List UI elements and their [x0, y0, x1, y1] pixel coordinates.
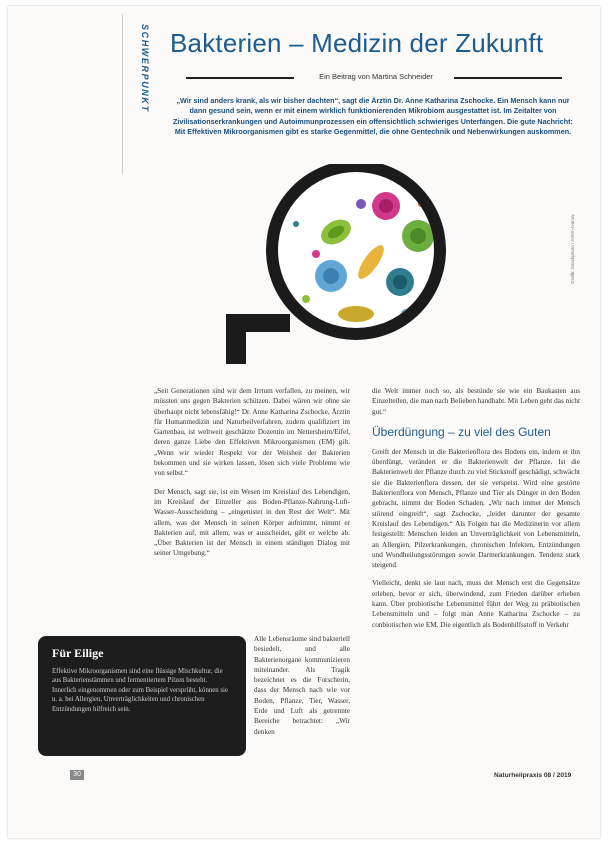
- magnifier-handle-bend: [226, 314, 290, 332]
- page-number: 30: [70, 770, 84, 780]
- article-column-1: [154, 386, 350, 567]
- subheading: Überdüngung – zu viel des Guten: [372, 424, 551, 439]
- summary-box-title: Für Eilige: [52, 646, 104, 660]
- section-label: SCHWERPUNKT: [140, 24, 150, 113]
- magazine-page: [8, 6, 600, 838]
- col2-paragraph-2: Vielleicht, denkt sie laut nach, muss der Mensch erst die Gegensätze erleben, bevor er sich, überwindend, zum Frieden darüber erheben kann. Über probiotische Lebensmittel führt der Weg zu präbiotischen Lebensmitteln und – folgt man Anne Katharina Zschocke – zu conbiotischen wie EM. Die eigentlich als Bodenhilfsstoff in Verkehr: [372, 579, 580, 629]
- spore-teal: [293, 221, 299, 227]
- spore-purple: [356, 199, 366, 209]
- summary-box: [38, 636, 246, 756]
- spore-green: [302, 295, 310, 303]
- summary-box-text: Effektive Mikroorganismen sind eine flüssige Mischkultur, die aus Bakterienstämmen und fermentiertem Pilzen besteht. Innerlich eingenommen oder zum Beispiel versprüht, können sie u. a. bei Allergien, Unverträglichkeiten und chronischen Entzündungen hilfreich sein.: [52, 668, 228, 713]
- margin-rule: [122, 14, 123, 174]
- byline: Ein Beitrag von Martina Schneider: [319, 72, 433, 81]
- image-credit: Grafik: iStockphoto / Artem-Ivanov: [570, 214, 575, 284]
- col1-paragraph-2: Der Mensch, sagt sie, ist ein Wesen im Kreislauf des Lebendigen, im Kreislauf der Einzeller aus Boden-Pflanze-Nahrung-Luft-Wasser-Ausscheidung – „eingenistet in den Rest der Welt“. Mit allem, was der Mensch in seinen Körper aufnimmt, nimmt er Bakterien auf, mit allem, was er ausscheidet, gibt er welche ab. „Über Bakterien ist der Mensch in einem ständigen Dialog mit seiner Umgebung.“: [154, 487, 350, 558]
- col2-paragraph-1: Greift der Mensch in die Bakterienflora des Bodens ein, indem er ihn überdüngt, verändert er die Bakterienwelt der Pflanze. Ist die Bakterienwelt der Pflanze durch zu viel Stickstoff geschädigt, schwächt sie die Bakterienflora dessen, der sie verspeist. Wird eine gestörte Bakterienflora von Mensch, Pflanze und Tier als Dünger in den Boden gebracht, nimmt der Boden Schaden. „Wir nach immer der Mensch störend eingreift“, sagt Zschocke, „leidet darunter der gesamte Kreislauf des Lebendigen.“ Als Folgen hat die Medizinerin vor allem festgestellt: Menschen leiden an Unverträglichkeit von Lebensmitteln, an Allergien, Pilzerkrankungen, chronischen Infekten, Entzündungen und Wundheilungsstörungen sowie Darmerkrankungen. Tendenz stark steigend.: [372, 447, 580, 570]
- bacterium-olive: [338, 306, 374, 322]
- byline-rule-right: [454, 77, 562, 79]
- virus-pink-core: [379, 199, 393, 213]
- page-title: Bakterien – Medizin der Zukunft: [170, 28, 544, 58]
- byline-row: [186, 72, 562, 84]
- col1-paragraph-1: „Seit Generationen sind wir dem Irrtum verfallen, zu meinen, wir müssten uns gegen Bakterien schützen. Dabei wären wir ohne sie überhaupt nicht lebensfähig!“ Dr. Anne Katharina Zschocke, Ärztin für Humanmedizin und Naturheilverfahren, zudem qualifiziert im Gartenbau, ist weltweit geschätzte Dozentin im Nettersheim/Eifel, deren ganze Liebe den Effektiven Mikroorganismen (EM) gilt. „Wenn wir wieder Respekt vor der Weisheit der Bakterien bekommen und sie wirken lassen, lösen sich viele Probleme wie von selbst.“: [154, 387, 350, 478]
- article-column-2: [372, 386, 580, 638]
- virus-green-core: [410, 228, 426, 244]
- article-column-1-continued: [254, 634, 350, 745]
- footer-publication: Naturheilpraxis 08 / 2019: [494, 772, 572, 779]
- lead-paragraph: „Wir sind anders krank, als wir bisher dachten“, sagt die Ärztin Dr. Anne Katharina Zschocke. Ein Mensch kann nur dann gesund sein, wenn er mit einem wirklich funktionierenden Mikrobiom ausgestattet ist. Im Zeitalter von Zivilisationserkrankungen und Autoimmunprozessen ein offensichtlich schwieriges Unterfangen. Die gute Nachricht: Mit Effektiven Mikroorganismen gibt es starke Gegenmittel, die ohne Gentechnik und Nebenwirkungen auskommen.: [173, 96, 573, 137]
- col1b-paragraph: Alle Lebensräume sind bakteriell besiedelt, und alle Bakterienorgane kommunizieren miteinander. Als Tragik bezeichnet es die Forscherin, dass der Mensch nach wie vor Boden, Pflanze, Tier, Wasser, Erde und Luft als getrennte Bereiche betrachtet: „Wir denken: [254, 635, 350, 736]
- spore-pink: [312, 250, 320, 258]
- col2-intro: die Welt immer noch so, als bestünde sie wie ein Baukasten aus Einzelteilen, die man nach Belieben handhabt. Mit Leben geht das nicht gut.“: [372, 387, 580, 416]
- virus-teal-core: [393, 275, 407, 289]
- magnifier-bacteria-illustration: [206, 164, 456, 364]
- virus-blue-core: [323, 268, 339, 284]
- byline-rule-left: [186, 77, 294, 79]
